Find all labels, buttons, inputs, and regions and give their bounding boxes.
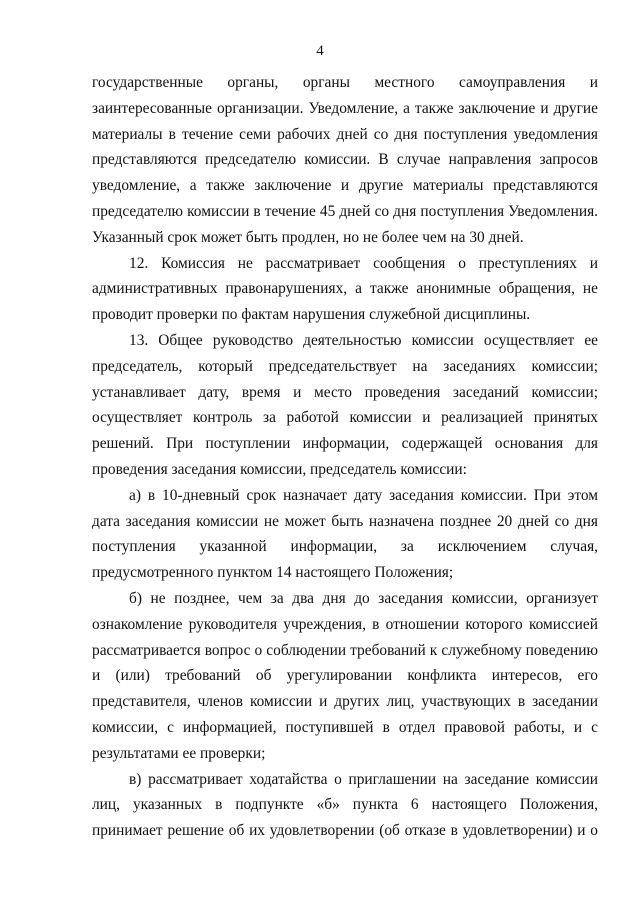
document-body [92,70,598,844]
paragraph-item-12: 12. Комиссия не рассматривает сообщения о преступлениях и административных правонарушениях, а также анонимные обращения, не проводит проверки по фактам нарушения служебной дисциплины. [92,254,598,324]
paragraph-continuation: государственные органы, органы местного самоуправления и заинтересованные организации. Уведомление, а также заключение и другие материалы в течение семи рабочих дней со дня поступления уведомления представляются председателю комиссии. В случае направления запросов уведомление, а также заключение и другие материалы представляются председателю комиссии в течение 45 дней со дня поступления Уведомления. Указанный срок может быть продлен, но не более чем на 30 дней. [92,74,598,246]
page-number: 4 [316,43,324,59]
subparagraph-b: б) не позднее, чем за два дня до заседания комиссии, организует ознакомление руководителя учреждения, в отношении которого комиссией рассматривается вопрос о соблюдении требований к служебному поведению и (или) требований об урегулировании конфликта интересов, его представителя, членов комиссии и других лиц, участвующих в заседании комиссии, с информацией, поступившей в отдел правовой работы, и с результатами ее проверки; [92,589,598,762]
paragraph-item-13: 13. Общее руководство деятельностью комиссии осуществляет ее председатель, который председательствует на заседаниях комиссии; устанавливает дату, время и место проведения заседаний комиссии; осуществляет контроль за работой комиссии и реализацией принятых решений. При поступлении информации, содержащей основания для проведения заседания комиссии, председатель комиссии: [92,331,598,478]
subparagraph-a: а) в 10-дневный срок назначает дату заседания комиссии. При этом дата заседания комиссии не может быть назначена позднее 20 дней со дня поступления указанной информации, за исключением случая, предусмотренного пунктом 14 настоящего Положения; [92,486,598,582]
subparagraph-v: в) рассматривает ходатайства о приглашении на заседание комиссии лиц, указанных в подпункте «б» пункта 6 настоящего Положения, принимает решение об их удовлетворении (об отказе в удовлетворении) и о [92,770,598,840]
